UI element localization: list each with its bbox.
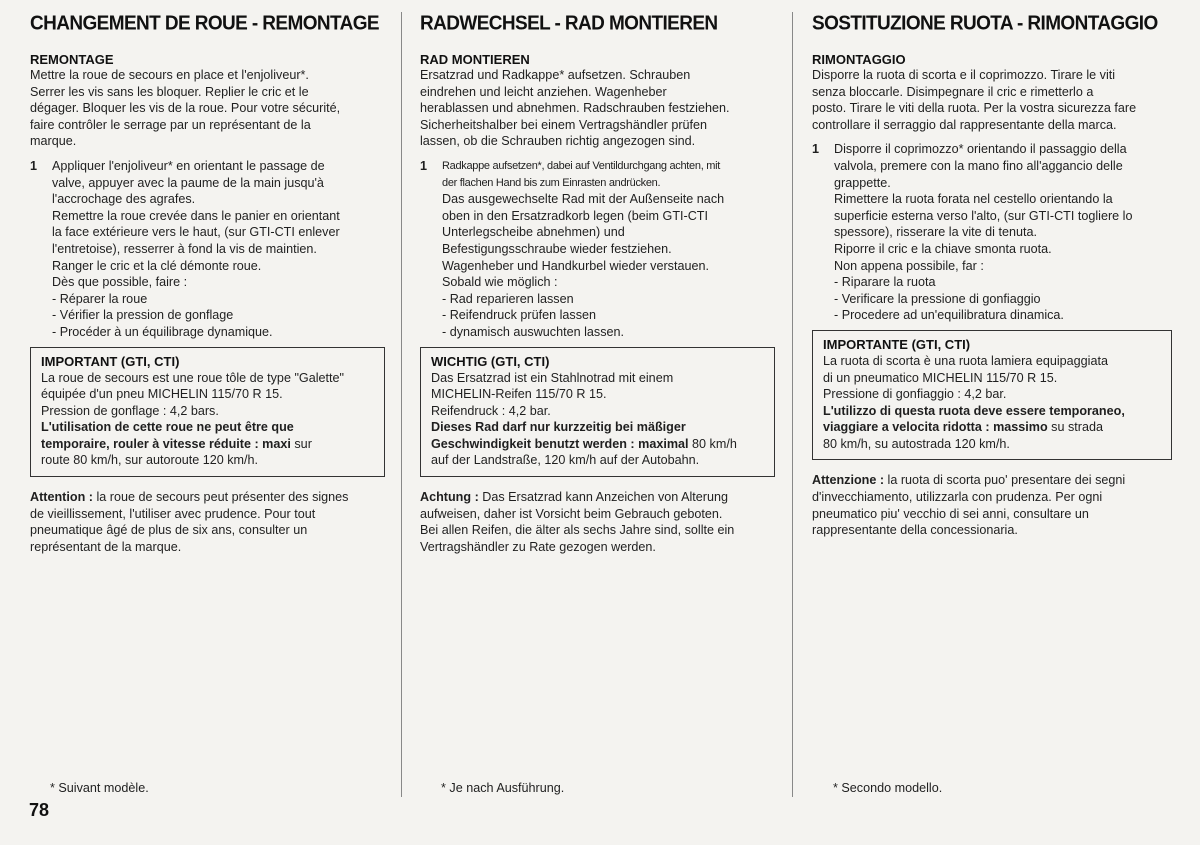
note-label: Attenzione : [812,473,885,488]
page-number: 78 [29,800,50,820]
step-number: 1 [420,158,428,173]
intro-paragraph: Disporre la ruota di scorta e il coprimozzo. Tirare le viti senza bloccarle. Disimpegnare il cric e rimetterlo a posto. Tirare le viti della ruota. Per la vostra sicurezza fare controllare il serraggio dal rappresentante della marca. [812,68,1137,132]
important-box: IMPORTANT (GTI, CTI) La roue de secours est une roue tôle de type "Galette" équipée d'un pneu MICHELIN 115/70 R 15. Pression de gonflage : 4,2 bars. L'utilisation de cette roue ne peut être que temporaire, rouler à vitesse réduite : maxi sur route 80 km/h, sur autoroute 120 km/h. [30,347,385,478]
intro-paragraph: Ersatzrad und Radkappe* aufsetzen. Schrauben eindrehen und leicht anziehen. Wagenheber herablassen und abnehmen. Radschrauben festziehen. Sicherheitshalber bei einem Vertragshändler prüfen lassen, ob die Schrauben richtig angezogen sind. [420,68,730,149]
column-italian [812,12,1172,539]
important-box: WICHTIG (GTI, CTI) Das Ersatzrad ist ein Stahlnotrad mit einem MICHELIN-Reifen 115/70 R 15. Reifendruck : 4,2 bar. Dieses Rad darf nur kurzzeitig bei mäßiger Geschwindigkeit benutzt werden : maximal 80 km/h auf der Landstraße, 120 km/h auf der Autobahn. [420,347,775,478]
attention-note: Achtung : Das Ersatzrad kann Anzeichen von Alterung aufweisen, daher ist Vorsicht beim Gebrauch geboten. Bei allen Reifen, die älter als sechs Jahre sind, sollte ein Vertragshändler zu Rate gezogen werden. [420,490,735,554]
step-1: 1 Radkappe aufsetzen*, dabei auf Ventildurchgang achten, mit der flachen Hand bis zum Einrasten andrücken. Das ausgewechselte Rad mit der Außenseite nach oben in den Ersatzradkorb legen (beim GTI-CTI Unterlegscheibe abnehmen) und Befestigungsschraube wieder festziehen. Wagenheber und Handkurbel wieder verstauen. Sobald wie möglich : - Rad reparieren lassen - Reifendruck prüfen lassen - dynamisch auswuchten lassen. [420,158,725,339]
intro-paragraph: Mettre la roue de secours en place et l'enjoliveur*. Serrer les vis sans les bloquer. Replier le cric et le dégager. Bloquer les vis de la roue. Pour votre sécurité, faire contrôler le serrage par un représentant de la marque. [30,68,341,149]
subsection-title: RIMONTAGGIO [812,52,906,67]
note-label: Attention : [30,490,93,505]
footnote: * Je nach Ausführung. [441,781,565,795]
subsection-title: REMONTAGE [30,52,114,67]
step-1: 1 Appliquer l'enjoliveur* en orientant le passage de valve, appuyer avec la paume de la main jusqu'à l'accrochage des agrafes. Remettre la roue crevée dans le panier en orientant la face extérieure vers le haut, (sur GTI-CTI enlever l'entretoise), resserrer à fond la vis de maintien. Ranger le cric et la clé démonte roue. Dès que possible, faire : - Réparer la roue - Vérifier la pression de gonflage - Procéder à un équilibrage dynamique. [30,158,340,339]
section-title: SOSTITUZIONE RUOTA - RIMONTAGGIO [812,12,1158,35]
step-number: 1 [812,142,820,157]
footnote: * Suivant modèle. [50,781,149,795]
footnote: * Secondo modello. [833,781,943,795]
attention-note: Attention : la roue de secours peut présenter des signes de vieillissement, l'utiliser avec prudence. Pour tout pneumatique âgé de plus de six ans, consulter un représentant de la marque. [30,490,349,554]
box-title: IMPORTANT (GTI, CTI) [41,353,180,369]
section-title: RADWECHSEL - RAD MONTIEREN [420,12,718,35]
box-title: WICHTIG (GTI, CTI) [431,353,550,369]
box-title: IMPORTANTE (GTI, CTI) [823,336,971,352]
column-french [30,12,385,555]
step-1: 1 Disporre il coprimozzo* orientando il passaggio della valvola, premere con la mano fino all'aggancio delle grappette. Rimettere la ruota forata nel cestello orientando la superficie esterna verso l'alto, (sur GTI-CTI togliere lo spessore), risserare la vite di tenuta. Riporre il cric e la chiave smonta ruota. Non appena possibile, far : - Riparare la ruota - Verificare la pressione di gonfiaggio - Procedere ad un'equilibratura dinamica. [812,142,1133,323]
attention-note: Attenzione : la ruota di scorta puo' presentare dei segni d'invecchiamento, utilizzarla con prudenza. Per ogni pneumatico piu' vecchio di sei anni, consultare un rappresentante della concessionaria. [812,473,1126,538]
section-title: CHANGEMENT DE ROUE - REMONTAGE [30,12,379,35]
important-box: IMPORTANTE (GTI, CTI) La ruota di scorta è una ruota lamiera equipaggiata di un pneumatico MICHELIN 115/70 R 15. Pressione di gonfiaggio : 4,2 bar. L'utilizzo di questa ruota deve essere temporaneo, viaggiare a velocita ridotta : massimo su strada 80 km/h, su autostrada 120 km/h. [812,330,1172,461]
subsection-title: RAD MONTIEREN [420,52,530,67]
note-label: Achtung : [420,490,479,505]
column-divider [792,12,793,797]
column-divider [401,12,402,797]
column-german [420,12,775,555]
step-number: 1 [30,158,38,173]
